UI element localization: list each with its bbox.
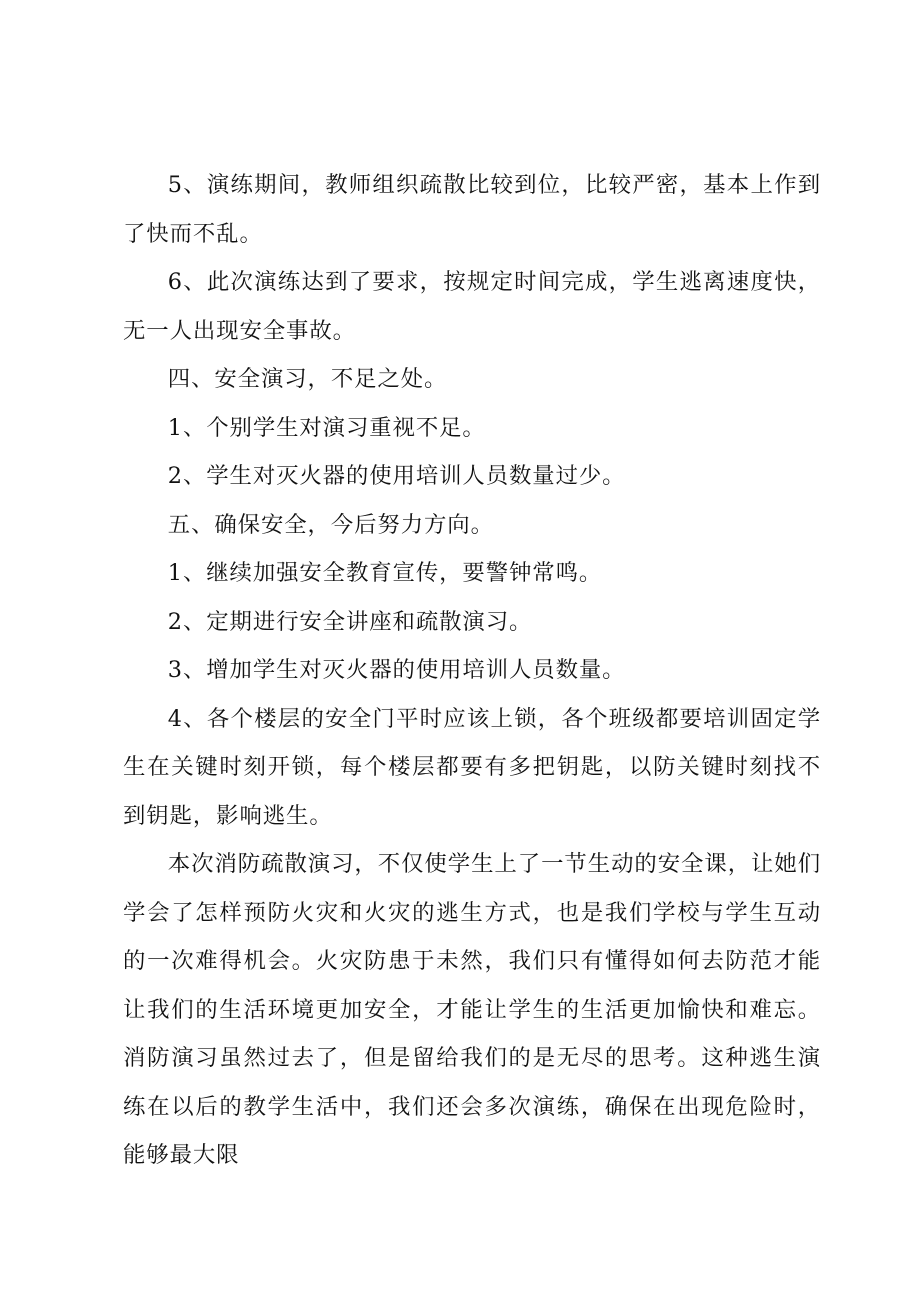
paragraph-direction-2: 2、定期进行安全讲座和疏散演习。 xyxy=(167,608,533,635)
paragraph-direction-1: 1、继续加强安全教育宣传，要警钟常鸣。 xyxy=(167,560,603,586)
document-body xyxy=(123,161,821,1180)
section-heading-future-direction: 五、确保安全，今后努力方向。 xyxy=(167,511,494,538)
paragraph-drill-point-5: 5、演练期间，教师组织疏散比较到位，比较严密，基本上作到了快而不乱。 xyxy=(123,172,821,247)
paragraph-direction-4: 4、各个楼层的安全门平时应该上锁，各个班级都要培训固定学生在关键时刻开锁，每个楼层都要有多把钥匙，以防关键时刻找不到钥匙，影响逃生。 xyxy=(123,705,821,829)
paragraph-conclusion: 本次消防疏散演习，不仅使学生上了一节生动的安全课，让她们学会了怎样预防火灾和火灾的逃生方式，也是我们学校与学生互动的一次难得机会。火灾防患于未然，我们只有懂得如何去防范才能让我们的生活环境更加安全，才能让学生的生活更加愉快和难忘。消防演习虽然过去了，但是留给我们的是无尽的思考。这种逃生演练在以后的教学生活中，我们还会多次演练，确保在出现危险时，能够最大限 xyxy=(123,851,821,1168)
paragraph-direction-3: 3、增加学生对灭火器的使用培训人员数量。 xyxy=(167,657,626,683)
paragraph-shortcoming-1: 1、个别学生对演习重视不足。 xyxy=(167,414,486,441)
section-heading-shortcomings: 四、安全演习，不足之处。 xyxy=(167,366,448,392)
paragraph-drill-point-6: 6、此次演练达到了要求，按规定时间完成，学生逃离速度快，无一人出现安全事故。 xyxy=(123,269,821,344)
paragraph-shortcoming-2: 2、学生对灭火器的使用培训人员数量过少。 xyxy=(167,463,626,489)
